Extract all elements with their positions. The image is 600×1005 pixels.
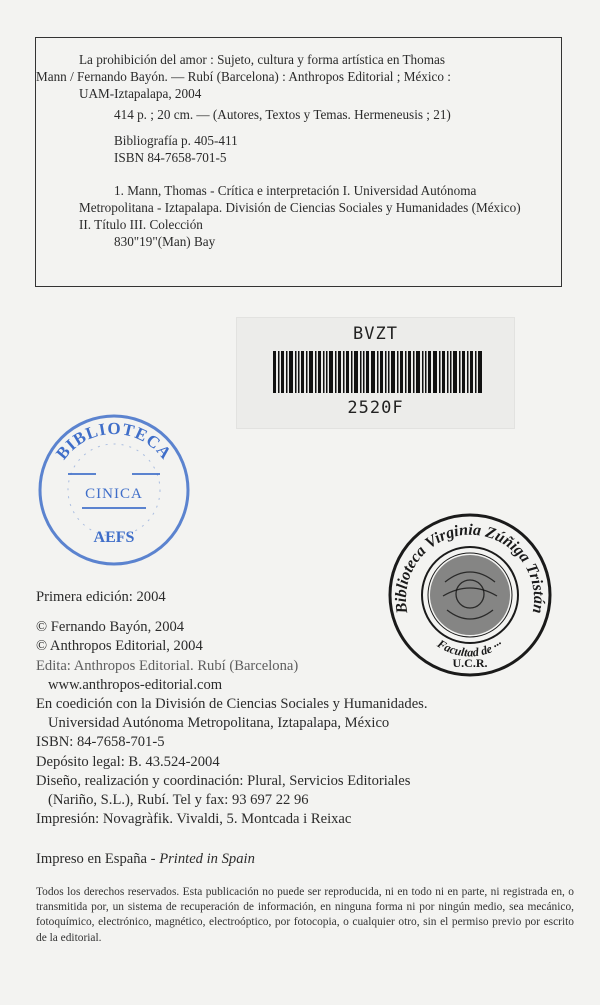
card-subject-line: Metropolitana - Iztapalapa. División de Ciencias Sociales y Humanidades (México) <box>79 200 521 215</box>
stamp-right-base-text: U.C.R. <box>452 656 488 670</box>
card-desc-line: La prohibición del amor : Sujeto, cultura y forma artística en Thomas <box>79 52 445 67</box>
edition-line: Primera edición: 2004 <box>36 589 166 605</box>
card-desc-line: UAM-Iztapalapa, 2004 <box>79 86 202 101</box>
stamp-left-bottom-text: AEFS <box>93 529 135 546</box>
card-classification: 830"19"(Man) Bay <box>114 234 216 249</box>
catalog-card <box>35 37 562 287</box>
stamp-right-bottom-text: Facultad de ··· <box>435 636 506 660</box>
library-stamp-left <box>32 408 196 572</box>
card-desc-line: Mann / Fernando Bayón. — Rubí (Barcelona) : Anthropos Editorial ; México : <box>36 69 451 84</box>
legal-deposit-line: Depósito legal: B. 43.524-2004 <box>36 753 220 770</box>
barcode-label <box>236 317 515 429</box>
card-isbn: ISBN 84-7658-701-5 <box>114 150 227 165</box>
barcode-icon <box>273 351 483 393</box>
publisher-website: www.anthropos-editorial.com <box>48 676 223 693</box>
design-line-cont: (Nariño, S.L.), Rubí. Tel y fax: 93 697 22 96 <box>48 792 309 809</box>
card-description <box>36 51 549 102</box>
copyright-publisher: © Anthropos Editorial, 2004 <box>36 638 203 655</box>
printing-line: Impresión: Novagràfik. Vivaldi, 5. Montcada i Reixac <box>36 811 352 828</box>
design-line: Diseño, realización y coordinación: Plural, Servicios Editoriales <box>36 772 411 789</box>
stamp-left-top-text: BIBLIOTECA <box>52 418 176 464</box>
card-bibliography: Bibliografía p. 405-411 <box>114 133 238 148</box>
stamp-left-middle-text: CINICA <box>85 486 143 502</box>
rights-text: Todos los derechos reservados. Esta publicación no puede ser reproducida, ni en todo ni en parte, ni registrada en, o transmitida por, un sistema de recuperación de información, en ninguna forma ni por ningún medio, sea mecánico, fotoquímico, electrónico, magnético, electroóptico, por fotocopia, o cualquier otro, sin el permiso previo por escrito de la editorial. <box>36 886 574 944</box>
printed-in-spanish: Impreso en España - <box>36 851 160 868</box>
barcode-bottom-code: 2520F <box>347 398 404 418</box>
publisher-line: Edita: Anthropos Editorial. Rubí (Barcelona) <box>36 657 299 674</box>
stamp-right-ring-text: Biblioteca Virginia Zúñiga Tristán <box>392 521 548 615</box>
coedition-university: Universidad Autónoma Metropolitana, Iztapalapa, México <box>48 715 390 732</box>
barcode-top-code: BVZT <box>353 324 398 344</box>
copyright-author: © Fernando Bayón, 2004 <box>36 619 185 636</box>
coedition-line: En coedición con la División de Ciencias Sociales y Humanidades. <box>36 696 428 713</box>
card-subject-line: 1. Mann, Thomas - Crítica e interpretación I. Universidad Autónoma <box>114 183 477 198</box>
rights-notice <box>36 885 574 946</box>
card-subjects <box>79 182 549 233</box>
printed-in-english: Printed in Spain <box>159 851 255 868</box>
isbn-line: ISBN: 84-7658-701-5 <box>36 734 165 751</box>
svg-text:BIBLIOTECA <box>52 419 175 463</box>
card-physical: 414 p. ; 20 cm. — (Autores, Textos y Temas. Hermeneusis ; 21) <box>114 107 451 122</box>
imprint-block <box>36 588 576 870</box>
card-subject-line: II. Título III. Colección <box>79 217 203 232</box>
printed-in-line <box>36 850 576 869</box>
